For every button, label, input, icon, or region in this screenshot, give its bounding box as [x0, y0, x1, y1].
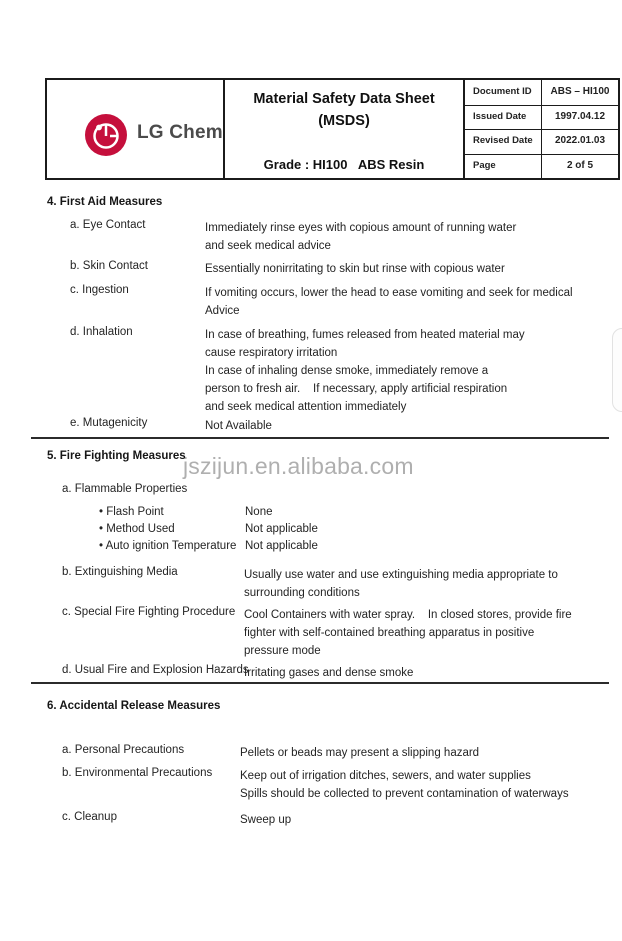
item-value: Essentially nonirritating to skin but rinse with copious water [205, 263, 505, 275]
title-cell [225, 80, 465, 178]
section-title: 4. First Aid Measures [47, 196, 163, 208]
item-label: b. Environmental Precautions [62, 767, 213, 779]
watermark: jszijun.en.alibaba.com [183, 453, 414, 479]
meta-row-document-id [465, 80, 618, 106]
item-value: In case of breathing, fumes released from heated material may cause respiratory irritation In case of inhaling dense smoke, immediately remove a person to fresh air. If necessary, apply artificial respiration and seek medical attention immediately [205, 329, 525, 413]
item-label: d. Inhalation [70, 326, 133, 338]
item-label: d. Usual Fire and Explosion Hazards [62, 664, 249, 676]
item-label: b. Skin Contact [70, 260, 148, 272]
item-label: c. Special Fire Fighting Procedure [62, 606, 236, 618]
item-value: Usually use water and use extinguishing media appropriate to surrounding conditions [244, 569, 558, 599]
meta-label: Page [465, 154, 542, 179]
item-value: Keep out of irrigation ditches, sewers, and water supplies Spills should be collected to prevent contamination of waterways [240, 770, 569, 800]
item-value: If vomiting occurs, lower the head to ease vomiting and seek for medical Advice [205, 287, 573, 317]
grade-line: Grade : HI100 ABS Resin [263, 157, 425, 172]
meta-row-revised-date [465, 129, 618, 155]
item-label: c. Cleanup [62, 811, 117, 823]
item-label: e. Mutagenicity [70, 417, 148, 429]
meta-row-issued-date [465, 105, 618, 131]
item-value: Not Available [205, 420, 272, 432]
bullet-label: • Method Used [99, 523, 175, 535]
section-title: 5. Fire Fighting Measures [47, 450, 186, 462]
meta-row-page [465, 154, 618, 179]
meta-value: 2 of 5 [566, 159, 594, 171]
meta-label: Issued Date [465, 105, 542, 130]
logo-cell [47, 80, 225, 178]
meta-value: ABS – HI100 [550, 86, 610, 97]
bullet-value: Not applicable [245, 523, 318, 535]
bullet-label: • Auto ignition Temperature [99, 540, 237, 552]
document-header-table [45, 78, 620, 180]
item-value: Irritating gases and dense smoke [244, 667, 414, 679]
section-divider [31, 437, 609, 439]
bullet-label: • Flash Point [99, 506, 164, 518]
document-subtitle: (MSDS) [318, 113, 370, 129]
subheading-flammable-properties: a. Flammable Properties [62, 483, 188, 495]
section-divider [31, 682, 609, 684]
meta-value: 2022.01.03 [554, 135, 606, 146]
meta-label: Revised Date [465, 129, 542, 154]
meta-table [465, 80, 618, 178]
item-label: c. Ingestion [70, 284, 129, 296]
item-label: a. Eye Contact [70, 219, 146, 231]
lg-chem-logo-icon [85, 114, 127, 156]
meta-value: 1997.04.12 [554, 110, 606, 122]
document-title: Material Safety Data Sheet [253, 91, 435, 107]
meta-label: Document ID [465, 80, 542, 105]
item-value: Immediately rinse eyes with copious amount of running water and seek medical advice [205, 222, 517, 252]
page-edge-artifact [612, 328, 622, 412]
item-value: Sweep up [240, 814, 292, 826]
item-label: b. Extinguishing Media [62, 566, 178, 578]
section-fire-fighting-measures [0, 450, 622, 682]
section-first-aid-measures [0, 196, 622, 438]
bullet-value: Not applicable [245, 540, 318, 552]
item-label: a. Personal Precautions [62, 744, 185, 756]
section-title: 6. Accidental Release Measures [47, 700, 221, 712]
item-value: Pellets or beads may present a slipping hazard [240, 747, 480, 759]
bullet-value: None [245, 506, 273, 518]
item-value: Cool Containers with water spray. In closed stores, provide fire fighter with self-contained breathing apparatus in positive pressure mode [244, 609, 572, 657]
brand-name: LG Chem [137, 122, 223, 143]
section-accidental-release-measures [0, 700, 622, 830]
